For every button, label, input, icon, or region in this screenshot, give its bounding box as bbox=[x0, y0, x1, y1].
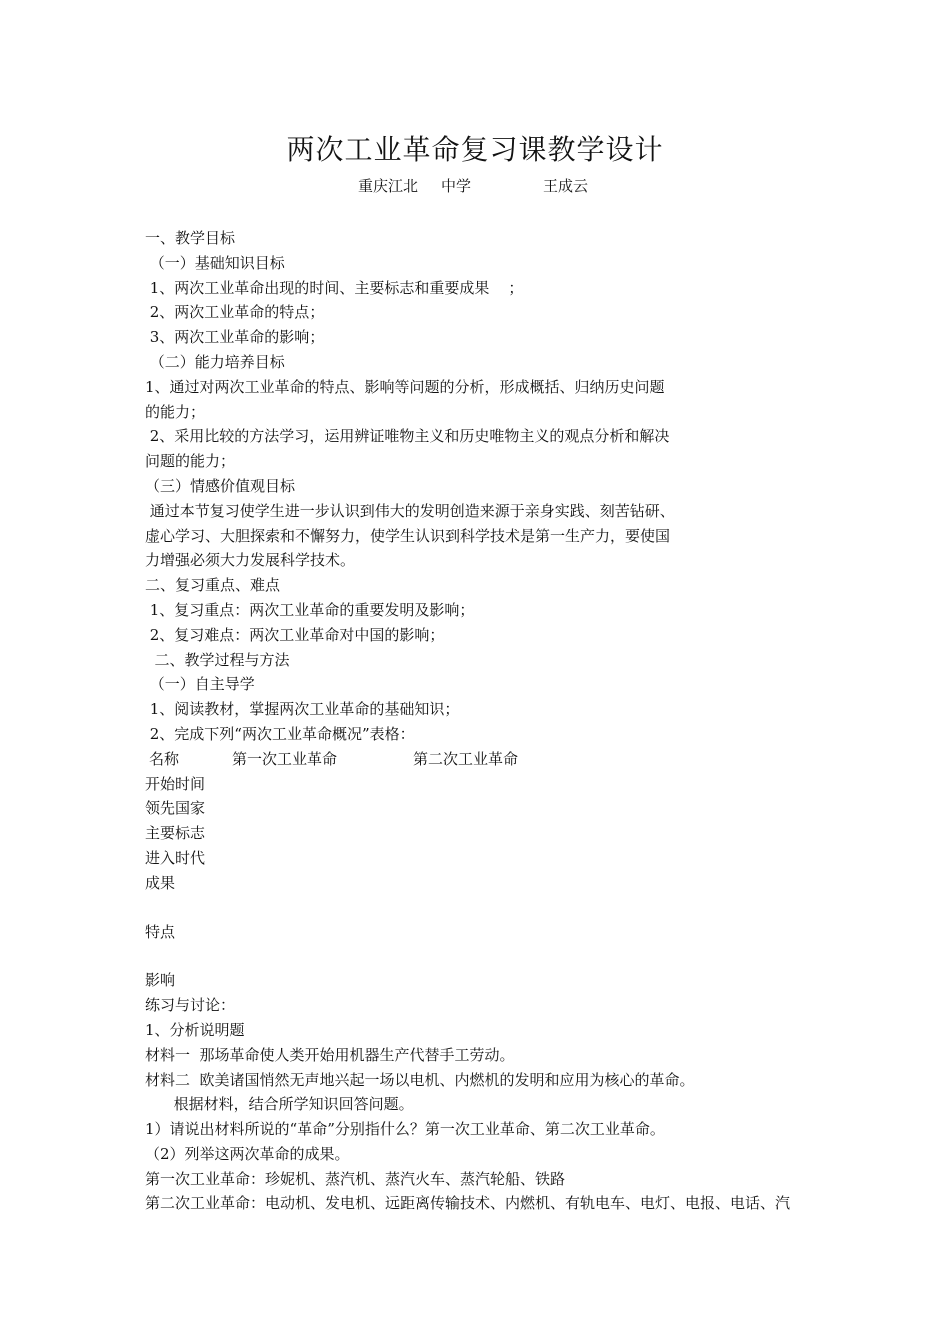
text-line: 材料一 那场革命使人类开始用机器生产代替手工劳动。 bbox=[145, 1045, 515, 1064]
text-line: 3、两次工业革命的影响； bbox=[145, 328, 325, 347]
text-line: 第二次工业革命：电动机、发电机、远距离传输技术、内燃机、有轨电车、电灯、电报、电话、汽 bbox=[145, 1194, 791, 1213]
text-line: 一、教学目标 bbox=[145, 229, 236, 247]
text-line: （二）能力培养目标 bbox=[145, 352, 285, 371]
text-line: 1、阅读教材，掌握两次工业革命的基础知识； bbox=[145, 700, 460, 719]
table-row-label: 特点 bbox=[145, 922, 176, 941]
table-row-label: 开始时间 bbox=[145, 774, 206, 793]
table-row-label: 领先国家 bbox=[145, 799, 206, 818]
table-row-label: 影响 bbox=[145, 971, 176, 990]
text-line: 的能力； bbox=[145, 402, 206, 421]
table-row-label: 进入时代 bbox=[145, 848, 206, 867]
author-school-city: 重庆江北 bbox=[358, 177, 419, 195]
text-line: 力增强必须大力发展科学技术。 bbox=[145, 551, 356, 570]
table-header-row bbox=[145, 747, 825, 772]
text-line: 二、教学过程与方法 bbox=[145, 650, 290, 669]
text-line: 1、复习重点：两次工业革命的重要发明及影响； bbox=[145, 600, 475, 619]
author-school-type: 中学 bbox=[441, 177, 472, 195]
text-line: 问题的能力； bbox=[145, 452, 236, 471]
document-body bbox=[145, 226, 825, 1216]
table-col-first-revolution: 第一次工业革命 bbox=[232, 749, 338, 768]
table-row-label: 主要标志 bbox=[145, 824, 206, 843]
spacer bbox=[145, 896, 825, 920]
text-line: 1、通过对两次工业革命的特点、影响等问题的分析，形成概括、归纳历史问题 bbox=[145, 377, 665, 396]
section-objectives bbox=[145, 226, 825, 747]
section-exercises bbox=[145, 993, 825, 1216]
text-line: 2、两次工业革命的特点； bbox=[145, 303, 325, 322]
text-line: 二、复习重点、难点 bbox=[145, 576, 281, 595]
text-line: （一）自主导学 bbox=[145, 675, 255, 694]
text-line: 1、两次工业革命出现的时间、主要标志和重要成果 ； bbox=[145, 278, 524, 297]
text-line: 1、分析说明题 bbox=[145, 1020, 245, 1039]
text-line: 虚心学习、大胆探索和不懈努力，使学生认识到科学技术是第一生产力，要使国 bbox=[145, 526, 671, 545]
author-name: 王成云 bbox=[543, 177, 589, 195]
table-col-second-revolution: 第二次工业革命 bbox=[413, 749, 519, 768]
spacer bbox=[145, 944, 825, 968]
text-line: 2、完成下列“两次工业革命概况”表格： bbox=[145, 724, 415, 743]
table-row-label: 成果 bbox=[145, 873, 176, 892]
document-title: 两次工业革命复习课教学设计 bbox=[286, 133, 664, 166]
text-line: 根据材料，结合所学知识回答问题。 bbox=[145, 1095, 414, 1114]
text-line: 材料二 欧美诸国悄然无声地兴起一场以电机、内燃机的发明和应用为核心的革命。 bbox=[145, 1070, 695, 1089]
text-line: 通过本节复习使学生进一步认识到伟大的发明创造来源于亲身实践、刻苦钻研、 bbox=[145, 501, 675, 520]
table-col-name: 名称 bbox=[149, 749, 180, 768]
text-line: 练习与讨论： bbox=[145, 996, 236, 1015]
text-line: （三）情感价值观目标 bbox=[145, 476, 296, 495]
text-line: （一）基础知识目标 bbox=[145, 253, 285, 272]
text-line: 1）请说出材料所说的“革命”分别指什么？第一次工业革命、第二次工业革命。 bbox=[145, 1120, 665, 1139]
text-line: 2、复习难点：两次工业革命对中国的影响； bbox=[145, 625, 445, 644]
text-line: （2）列举这两次革命的成果。 bbox=[145, 1144, 350, 1163]
text-line: 2、采用比较的方法学习，运用辨证唯物主义和历史唯物主义的观点分析和解决 bbox=[145, 427, 670, 446]
text-line: 第一次工业革命：珍妮机、蒸汽机、蒸汽火车、蒸汽轮船、铁路 bbox=[145, 1169, 566, 1188]
